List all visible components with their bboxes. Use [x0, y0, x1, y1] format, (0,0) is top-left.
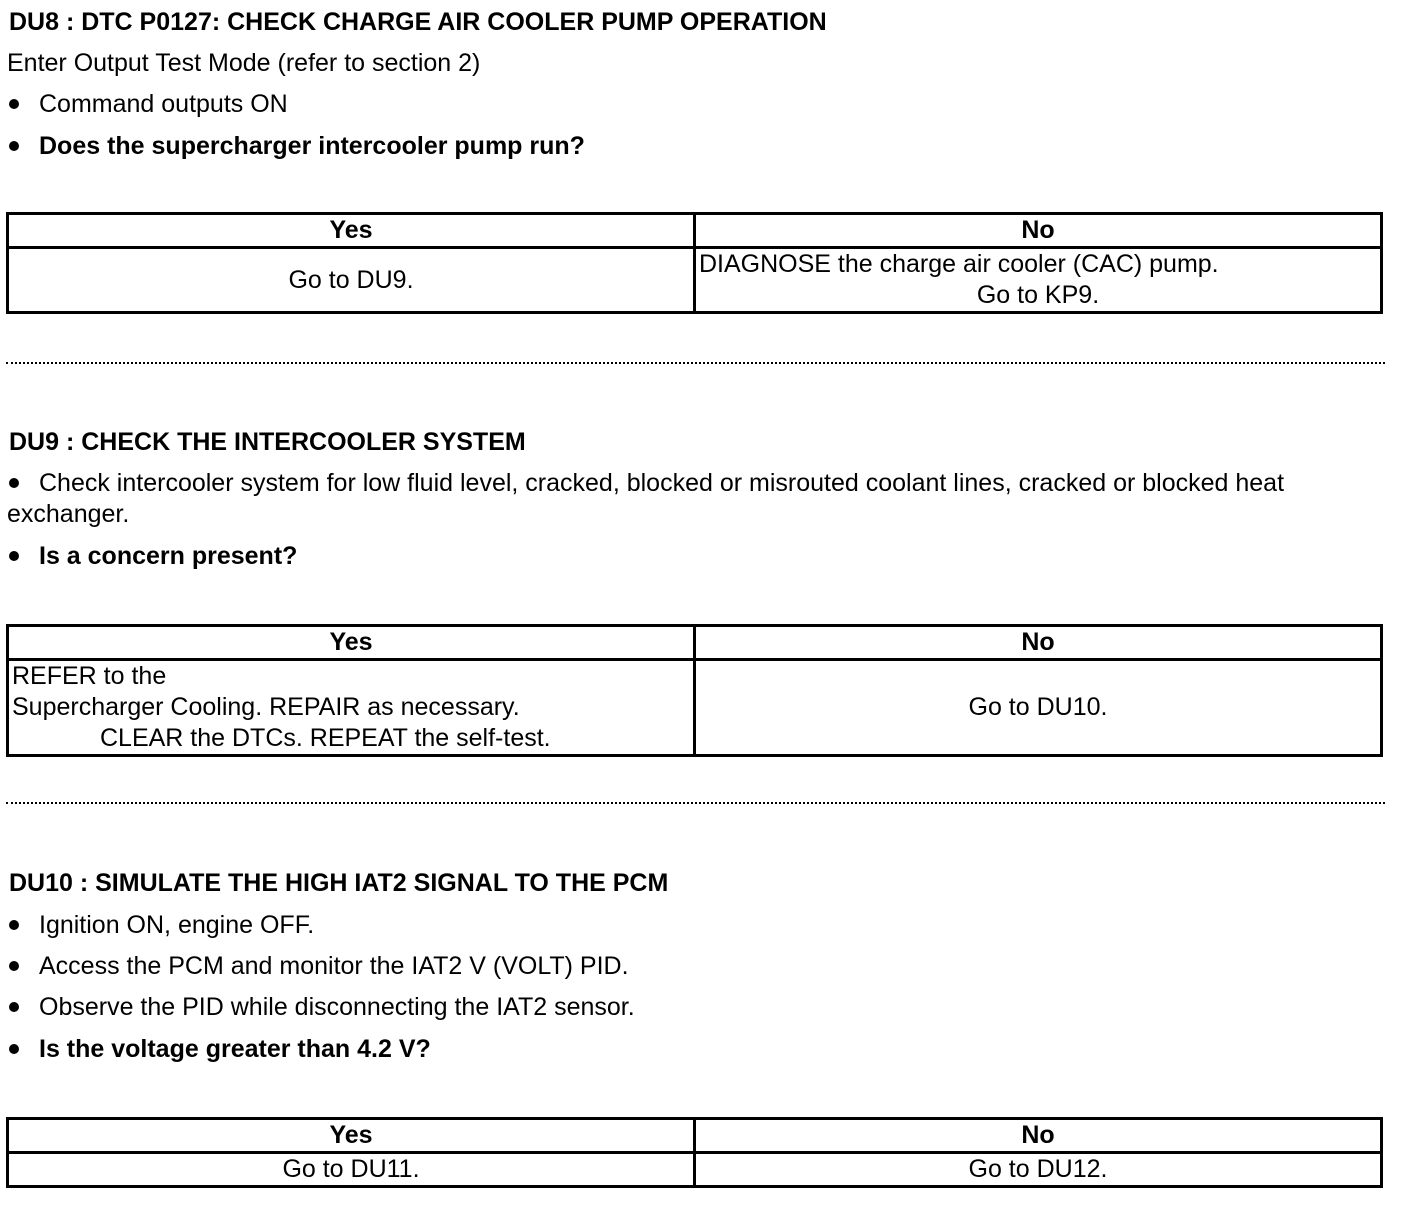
du9-bullet-1: Check intercooler system for low fluid level, cracked, blocked or misrouted coolant lines, cracked or blocked heat exchanger.	[7, 469, 1285, 528]
du10-question: Is the voltage greater than 4.2 V?	[7, 1034, 431, 1065]
du8-question: Does the supercharger intercooler pump run?	[7, 131, 585, 162]
du8-decision-table	[6, 212, 1383, 314]
no-cell: Go to DU12.	[695, 1153, 1382, 1187]
no-header: No	[695, 1119, 1382, 1153]
bullet-icon	[9, 99, 19, 109]
bullet-icon	[9, 141, 19, 151]
du10-title: DU10 : SIMULATE THE HIGH IAT2 SIGNAL TO THE PCM	[9, 869, 669, 897]
section-divider	[6, 362, 1385, 366]
du9-title: DU9 : CHECK THE INTERCOOLER SYSTEM	[9, 428, 526, 456]
bullet-icon	[9, 920, 19, 930]
section-divider	[6, 802, 1385, 806]
du8-bullet-1: Command outputs ON	[7, 89, 288, 120]
du10-bullet-2: Access the PCM and monitor the IAT2 V (VOLT) PID.	[7, 951, 629, 982]
du10-bullet-3: Observe the PID while disconnecting the IAT2 sensor.	[7, 992, 635, 1023]
du9-decision-table	[6, 624, 1383, 757]
yes-header: Yes	[8, 1119, 695, 1153]
bullet-icon	[9, 551, 19, 561]
yes-cell: Go to DU11.	[8, 1153, 695, 1187]
bullet-icon	[9, 961, 19, 971]
yes-cell: Go to DU9.	[8, 248, 695, 313]
du10-bullet-1: Ignition ON, engine OFF.	[7, 910, 314, 941]
yes-header: Yes	[8, 626, 695, 660]
no-header: No	[695, 214, 1382, 248]
yes-header: Yes	[8, 214, 695, 248]
bullet-icon	[9, 1002, 19, 1012]
no-header: No	[695, 626, 1382, 660]
bullet-icon	[9, 478, 19, 488]
du8-title: DU8 : DTC P0127: CHECK CHARGE AIR COOLER PUMP OPERATION	[9, 8, 827, 36]
yes-cell: REFER to the Supercharger Cooling. REPAIR as necessary. CLEAR the DTCs. REPEAT the self-test.	[8, 660, 695, 756]
bullet-icon	[9, 1044, 19, 1054]
no-cell: DIAGNOSE the charge air cooler (CAC) pump. Go to KP9.	[695, 248, 1382, 313]
du8-intro: Enter Output Test Mode (refer to section 2)	[7, 49, 481, 77]
no-cell: Go to DU10.	[695, 660, 1382, 756]
du10-decision-table	[6, 1117, 1383, 1188]
du9-question: Is a concern present?	[7, 541, 297, 572]
